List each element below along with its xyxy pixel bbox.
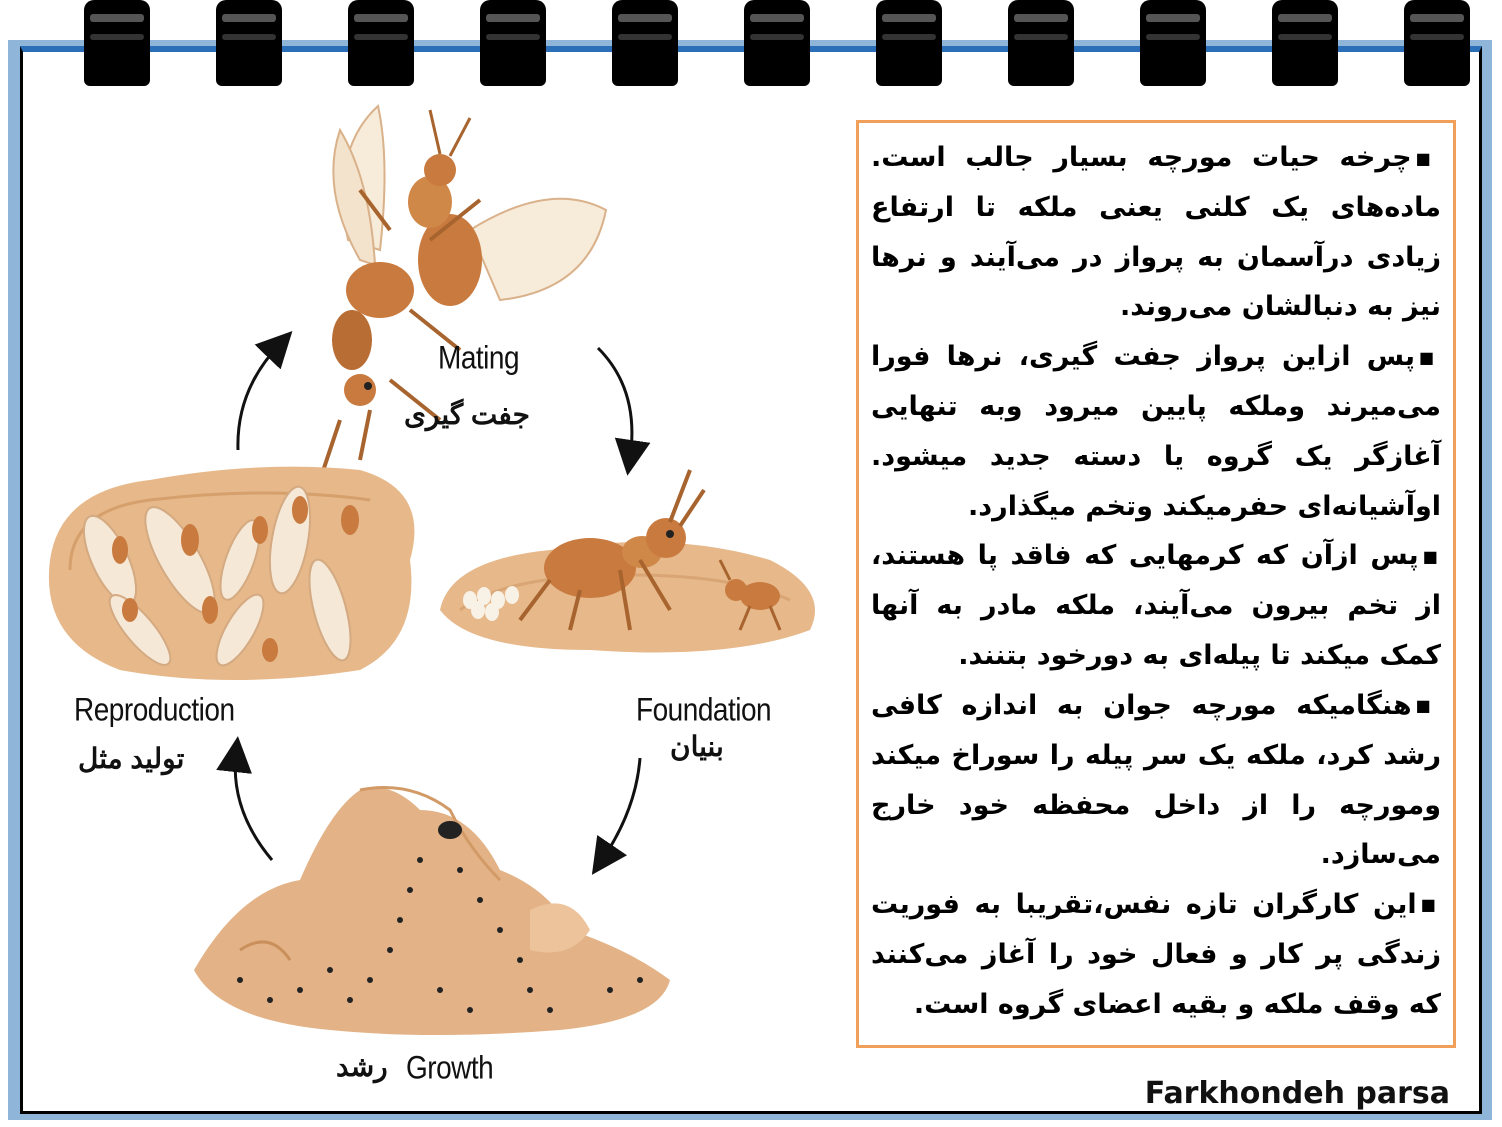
description-text-box [856,120,1456,1048]
cycle-arrow [235,754,272,860]
paragraph-text: پس ازآن که کرمهایی که فاقد پا هستند، از تخم بیرون می‌آیند، ملکه مادر به آنها کمک میکند تا پیله‌ای به دورخود بتنند. [871,540,1441,672]
square-bullet-icon: ■ [1420,895,1442,915]
binder-ring [612,0,678,86]
paragraph-text: این کارگران تازه نفس،تقریبا به فوریت زندگی پر کار و فعال خود را آغاز می‌کنند که وقف ملکه و بقیه اعضای گروه است. [871,888,1441,1020]
binder-ring [1404,0,1470,86]
paragraph-text: چرخه حیات مورچه بسیار جالب است. ماده‌های یک کلنی یعنی ملکه تا ارتفاع زیادی درآسمان به پرواز در می‌آیند و نرها نیز به دنبالشان می‌روند. [871,142,1441,323]
binder-ring [1272,0,1338,86]
reproduction-illustration [49,467,415,680]
square-bullet-icon: ■ [1422,546,1441,566]
square-bullet-icon: ■ [1415,696,1441,716]
binder-ring [480,0,546,86]
square-bullet-icon: ■ [1419,347,1442,367]
paragraph-text: پس ازاین پرواز جفت گیری، نرها فورا می‌میرند وملکه پایین میرود وبه تنهایی آغازگر یک گروه یا دسته جدید میشود. اوآشیانه‌ای حفرمیکند وتخم میگذارد. [871,341,1441,522]
paragraph [859,531,1453,680]
cycle-arrow [238,344,280,450]
binder-ring [876,0,942,86]
square-bullet-icon: ■ [1415,148,1441,168]
binder-ring [744,0,810,86]
author-signature: Farkhondeh parsa [1144,1076,1450,1111]
stage-label-mating-fa: جفت گیری [404,399,530,430]
stage-label-reproduction-en: Reproduction [74,691,235,728]
paragraph-text: هنگامیکه مورچه جوان به اندازه کافی رشد کرد، ملکه یک سر پیله را سوراخ میکند ومورچه را از داخل محفظه خود خارج می‌سازد. [871,689,1441,871]
stage-label-foundation-fa: بنیان [670,731,724,762]
stage-label-growth-en: Growth [406,1049,494,1086]
growth-anthill-illustration [194,788,670,1036]
binder-ring [84,0,150,86]
ant-life-cycle-diagram [30,90,840,1100]
stage-label-reproduction-fa: تولید مثل [78,743,185,774]
paragraph [859,332,1453,531]
binder-ring [216,0,282,86]
binder-ring [1008,0,1074,86]
binder-ring [348,0,414,86]
foundation-illustration [440,470,815,653]
cycle-arrow [598,348,632,458]
stage-label-foundation-en: Foundation [636,691,772,728]
stage-label-mating-en: Mating [438,339,520,376]
stage-label-growth-fa: رشد [336,1051,388,1082]
life-cycle-illustration [30,90,840,1100]
paragraph [859,880,1453,1029]
binder-ring [1140,0,1206,86]
cycle-arrow [602,758,640,860]
paragraph [859,681,1453,880]
paragraph [859,133,1453,332]
